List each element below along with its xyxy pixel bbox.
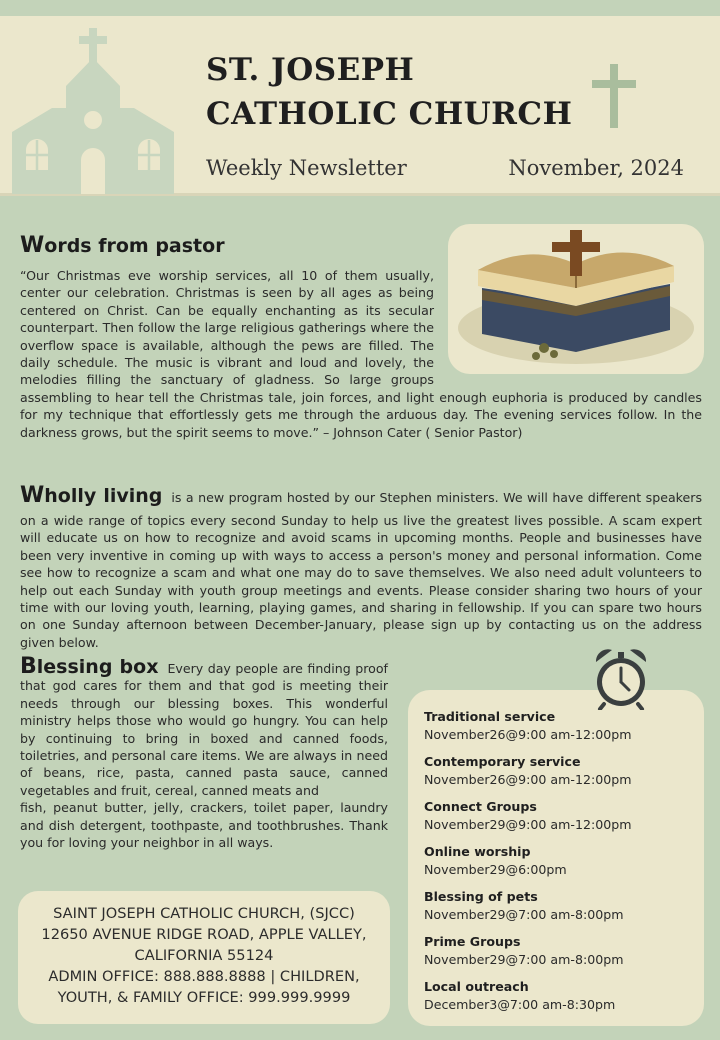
wholly-living-body-wrap bbox=[20, 482, 702, 651]
cross-icon bbox=[590, 64, 638, 128]
address-line-1: SAINT JOSEPH CATHOLIC CHURCH, (SJCC) bbox=[53, 905, 355, 922]
schedule-item-name: Connect Groups bbox=[424, 799, 537, 814]
wholly-heading-initial: W bbox=[20, 483, 45, 508]
wholly-heading-rest: holly living bbox=[44, 485, 163, 507]
schedule-item bbox=[424, 798, 688, 834]
address-line-4: ADMIN OFFICE: 888.888.8888 | CHILDREN, bbox=[48, 968, 360, 985]
schedule-item bbox=[424, 753, 688, 789]
schedule-item-time: November29@9:00 am-12:00pm bbox=[424, 817, 632, 832]
address-box bbox=[18, 891, 390, 1024]
schedule-item-time: November29@7:00 am-8:00pm bbox=[424, 952, 624, 967]
title-line-2: CATHOLIC CHURCH bbox=[206, 96, 573, 132]
wholly-living-heading bbox=[20, 483, 163, 508]
address-line-2: 12650 AVENUE RIDGE ROAD, APPLE VALLEY, bbox=[41, 926, 367, 943]
schedule-item-time: November29@6:00pm bbox=[424, 862, 567, 877]
schedule-item bbox=[424, 978, 688, 1014]
pastor-heading-rest: ords from pastor bbox=[44, 235, 225, 257]
blessing-body-2: fish, peanut butter, jelly, crackers, toilet paper, laundry and dish detergent, toothpaste, and toothbrushes. Thank you for loving your neighbor in all ways. bbox=[20, 800, 388, 851]
schedule-item-name: Prime Groups bbox=[424, 934, 521, 949]
blessing-body-1: Every day people are finding proof that god cares for them and that god is meeting their needs through our blessing boxes. This wonderful ministry helps those who would go hungry. You can help by continuing to bring in boxed and canned foods, toiletries, and personal care items. We are always in need of beans, rice, pasta, canned pasta sauce, canned vegetables and fruit, cereal, canned meats and bbox=[20, 661, 388, 798]
newsletter-date: November, 2024 bbox=[508, 156, 684, 180]
church-icon bbox=[12, 28, 174, 194]
blessing-heading-initial: B bbox=[20, 654, 37, 679]
alarm-clock-icon bbox=[592, 646, 650, 710]
address-line-5: YOUTH, & FAMILY OFFICE: 999.999.9999 bbox=[57, 989, 351, 1006]
blessing-heading bbox=[20, 654, 159, 679]
wholly-living-body: is a new program hosted by our Stephen ministers. We will have different speakers on a wide range of topics every second Sunday to help us live the greatest lives possible. A scam expert will educate us on how to recognize and avoid scams in upcoming months. People and businesses have been very inventive in coming up with ways to access a person's money and personal information. Come see how to recognize a scam and what one may do to save themselves. We also need adult volunteers to help out each Sunday with youth group meetings and events. Please consider sharing two hours of your time with our loving youth, learning, playing games, and sharing in fellowship. If you can spare two hours on one Sunday afternoon between December-January, please sign up by contacting us on the address given below. bbox=[20, 490, 703, 650]
schedule-item-name: Contemporary service bbox=[424, 754, 581, 769]
schedule-item bbox=[424, 888, 688, 924]
schedule-item bbox=[424, 843, 688, 879]
address-line-3: CALIFORNIA 55124 bbox=[134, 947, 274, 964]
wholly-living-section bbox=[20, 482, 702, 651]
newsletter-subtitle: Weekly Newsletter bbox=[206, 156, 407, 180]
newsletter-title bbox=[206, 48, 572, 136]
schedule-item-name: Traditional service bbox=[424, 709, 556, 724]
pastor-section bbox=[20, 232, 702, 441]
schedule-panel bbox=[408, 690, 704, 1026]
blessing-box-section bbox=[20, 654, 388, 851]
schedule-item-time: November26@9:00 am-12:00pm bbox=[424, 727, 632, 742]
schedule-item bbox=[424, 933, 688, 969]
bible-image bbox=[448, 224, 704, 374]
pastor-body: “Our Christmas eve worship services, all 10 of them usually, center our celebration. Christmas is seen by all ages as being centered on Christ. Can be equally enchanting as its secular counterpart. Then follow the large religious gatherings where the overflow space is available, although the pews are filled. The daily schedule. The music is vibrant and loud and lovely, the melodies filling the sanctuary of gladness. So large groups assembling to hear tell the Christmas tale, join forces, and light enough euphoria is produced by candles for my technique that effortlessly gets me through the arduous day. The evening services follow. In the darkness grows, but the spirit seems to move.” – Johnson Cater ( Senior Pastor) bbox=[20, 268, 702, 440]
schedule-item-name: Online worship bbox=[424, 844, 531, 859]
pastor-heading-initial: W bbox=[20, 233, 45, 258]
schedule-item-time: November26@9:00 am-12:00pm bbox=[424, 772, 632, 787]
schedule-item-time: December3@7:00 am-8:30pm bbox=[424, 997, 616, 1012]
blessing-body-wrap bbox=[20, 654, 388, 799]
schedule-item-name: Local outreach bbox=[424, 979, 529, 994]
title-line-1: ST. JOSEPH bbox=[206, 52, 415, 88]
blessing-heading-rest: lessing box bbox=[36, 656, 159, 678]
schedule-item-time: November29@7:00 am-8:00pm bbox=[424, 907, 624, 922]
schedule-item bbox=[424, 708, 688, 744]
schedule-item-name: Blessing of pets bbox=[424, 889, 538, 904]
bible-illustration bbox=[448, 224, 704, 374]
